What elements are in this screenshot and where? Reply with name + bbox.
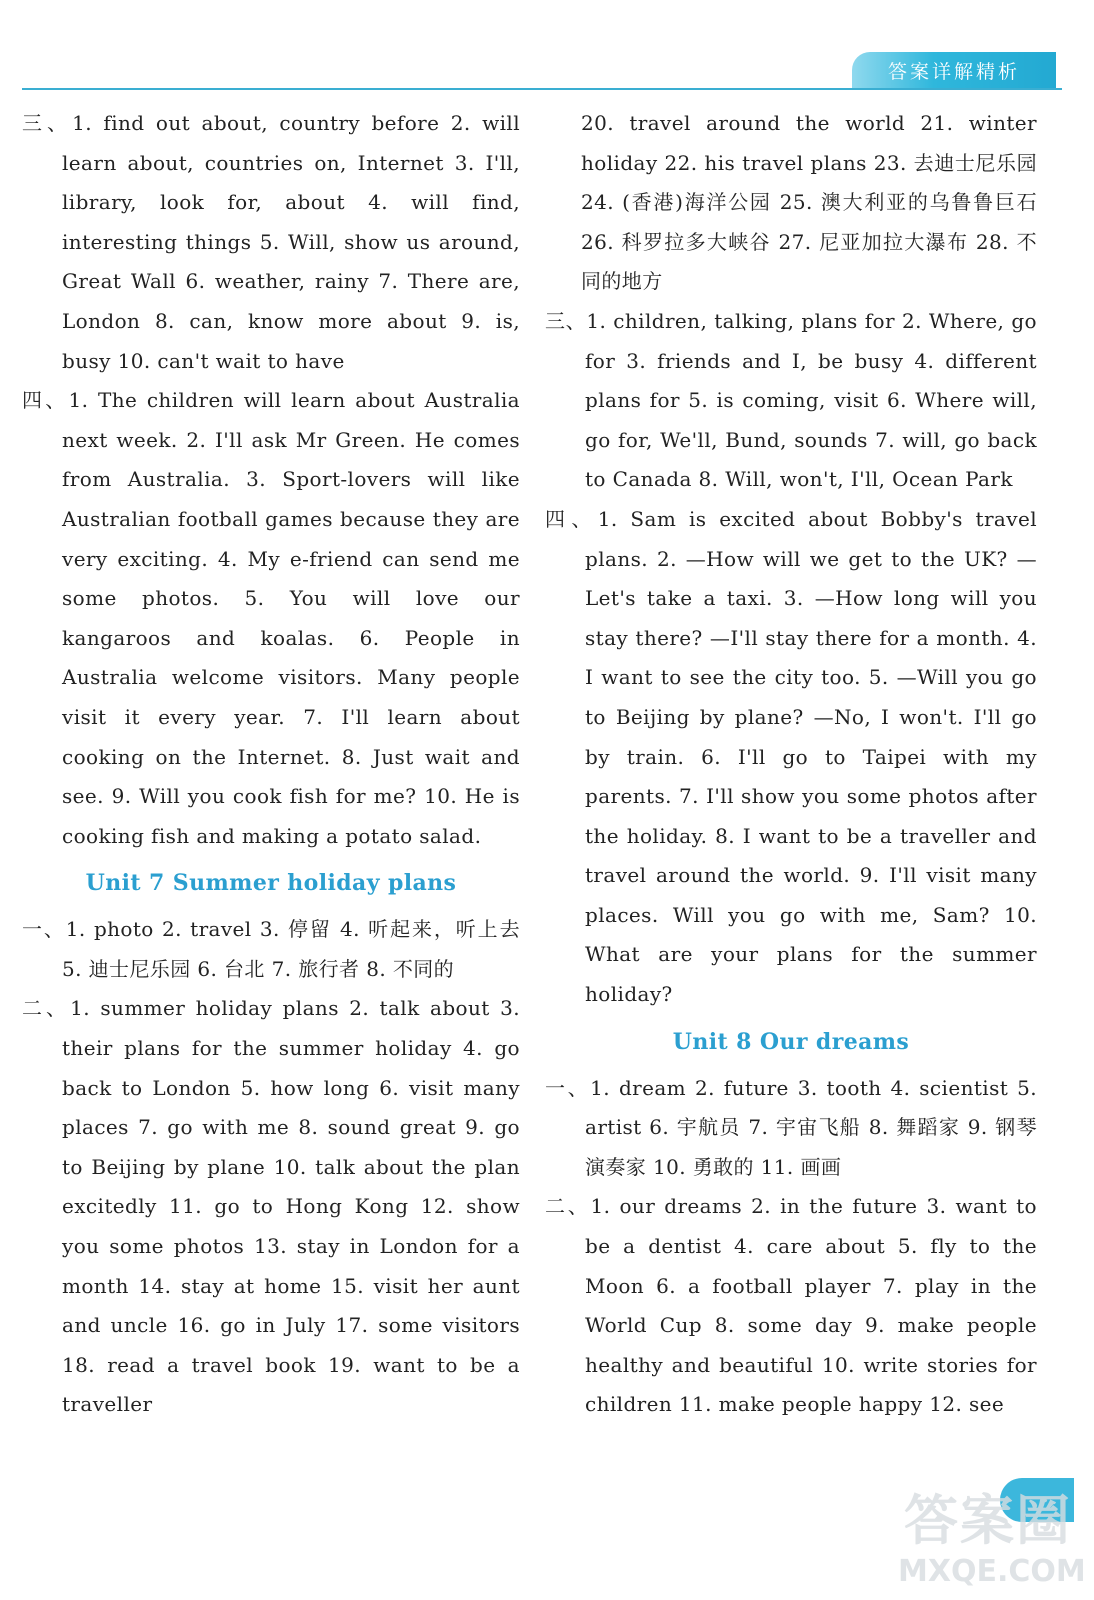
unit-7-section-1: 一、1. photo 2. travel 3. 停留 4. 听起来，听上去 5. 迪士尼乐园 6. 台北 7. 旅行者 8. 不同的	[22, 917, 520, 981]
unit-8-section-1: 一、1. dream 2. future 3. tooth 4. scientist 5. artist 6. 宇航员 7. 宇宙飞船 8. 舞蹈家 9. 钢琴演奏家 10. 勇敢的 11. 画画	[545, 1075, 1037, 1179]
unit-7-section-2-continued: 20. travel around the world 21. winter holiday 22. his travel plans 23. 去迪士尼乐园 24. (香港)海洋公园 25. 澳大利亚的乌鲁鲁巨石 26. 科罗拉多大峡谷 27. 尼亚加拉大瀑布 28. 不同的地方	[581, 111, 1037, 294]
watermark-logo	[896, 1478, 1086, 1596]
unit-7-section-3: 三、1. children, talking, plans for 2. Where, go for 3. friends and I, be busy 4. different plans for 5. is coming, visit 6. Where will, go for, We'll, Bund, sounds 7. will, go back to Canada 8. Will, won't, I'll, Ocean Park	[545, 308, 1037, 492]
header-rule	[22, 88, 1062, 90]
watermark-url: MXQE.COM	[898, 1554, 1086, 1589]
header-title: 答案详解精析	[852, 52, 1056, 88]
section-4-left: 四、1. The children will learn about Australia next week. 2. I'll ask Mr Green. He comes from Australia. 3. Sport-lovers will like Australian football games because they are very exciting. 4. My e-friend can send me some photos. 5. You will love our kangaroos and koalas. 6. People in Australia welcome visitors. Many people visit it every year. 7. I'll learn about cooking on the Internet. 8. Just wait and see. 9. Will you cook fish for me? 10. He is cooking fish and making a potato salad.	[22, 388, 520, 848]
unit-7-section-4: 四、1. Sam is excited about Bobby's travel plans. 2. —How will we get to the UK? —Let's take a taxi. 3. —How long will you stay there? —I'll stay there for a month. 4. I want to see the city too. 5. —Will you go to Beijing by plane? —No, I won't. I'll go by train. 6. I'll go to Taipei with my parents. 7. I'll show you some photos after the holiday. 8. I want to be a traveller and travel around the world. 9. I'll visit many places. Will you go with me, Sam? 10. What are your plans for the summer holiday?	[545, 506, 1037, 1007]
left-column	[22, 104, 520, 1425]
unit-8-section-2: 二、1. our dreams 2. in the future 3. want to be a dentist 4. care about 5. fly to the Moon 6. a football player 7. play in the World Cup 8. some day 9. make people healthy and beautiful 10. write stories for children 11. make people happy 12. see	[545, 1194, 1037, 1417]
unit-7-section-2: 二、1. summer holiday plans 2. talk about 3. their plans for the summer holiday 4. go back to London 5. how long 6. visit many places 7. go with me 8. sound great 9. go to Beijing by plane 10. talk about the plan excitedly 11. go to Hong Kong 12. show you some photos 13. stay in London for a month 14. stay at home 15. visit her aunt and uncle 16. go in July 17. some visitors 18. read a travel book 19. want to be a traveller	[22, 996, 520, 1417]
section-3-left: 三、1. find out about, country before 2. will learn about, countries on, Internet 3. I'll, library, look for, about 4. will find, interesting things 5. Will, show us around, Great Wall 6. weather, rainy 7. There are, London 8. can, know more about 9. is, busy 10. can't wait to have	[22, 111, 520, 373]
right-column	[545, 104, 1037, 1425]
unit-7-title: Unit 7 Summer holiday plans	[85, 870, 457, 897]
unit-8-title: Unit 8 Our dreams	[672, 1028, 910, 1055]
watermark-text: 答案圈	[904, 1489, 1072, 1552]
